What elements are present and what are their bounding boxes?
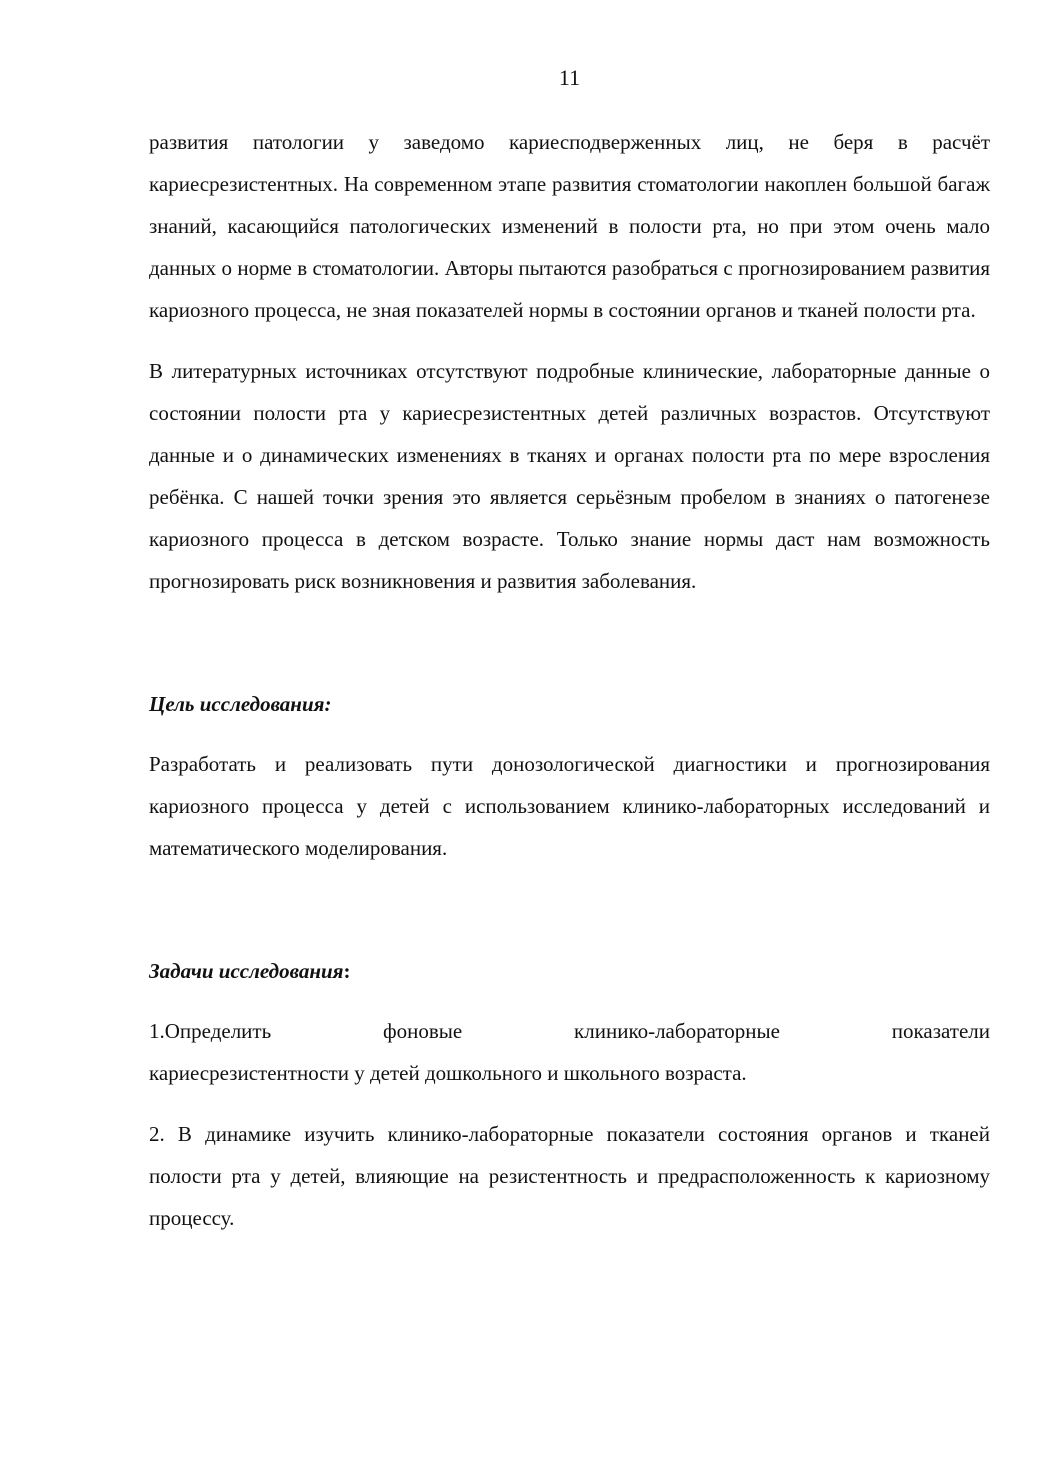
page-number: 11: [558, 65, 581, 90]
task-item-1-line1: 1.Определить фоновые клинико-лабораторные показатели: [149, 1019, 990, 1043]
tasks-heading: [149, 950, 990, 992]
paragraph-intro: развития патологии у заведомо кариесподверженных лиц, не беря в расчёт кариесрезистентных. На современном этапе развития стоматологии накоплен большой багаж знаний, касающийся патологических изменений в полости рта, но при этом очень мало данных о норме в стоматологии. Авторы пытаются разобраться с прогнозированием развития кариозного процесса, не зная показателей нормы в состоянии органов и тканей полости рта.: [149, 130, 990, 322]
task-item-2: 2. В динамике изучить клинико-лабораторные показатели состояния органов и тканей полости рта у детей, влияющие на резистентность и предрасположенность к кариозному процессу.: [149, 1122, 990, 1230]
tasks-heading-colon: :: [343, 959, 351, 983]
goal-heading: Цель исследования:: [149, 692, 332, 716]
tasks-heading-text: Задачи исследования: [149, 959, 344, 983]
task-item-1-rest: кариесрезистентности у детей дошкольного и школьного возраста.: [149, 1061, 747, 1085]
goal-text: Разработать и реализовать пути донозологической диагностики и прогнозирования кариозного процесса у детей с использованием клинико-лабораторных исследований и математического моделирования.: [149, 752, 990, 860]
page-content: [149, 121, 990, 1239]
paragraph-literature: В литературных источниках отсутствуют подробные клинические, лабораторные данные о состоянии полости рта у кариесрезистентных детей различных возрастов. Отсутствуют данные и о динамических изменениях в тканях и органах полости рта по мере взросления ребёнка. С нашей точки зрения это является серьёзным пробелом в знаниях о патогенезе кариозного процесса в детском возрасте. Только знание нормы даст нам возможность прогнозировать риск возникновения и развития заболевания.: [149, 359, 990, 593]
